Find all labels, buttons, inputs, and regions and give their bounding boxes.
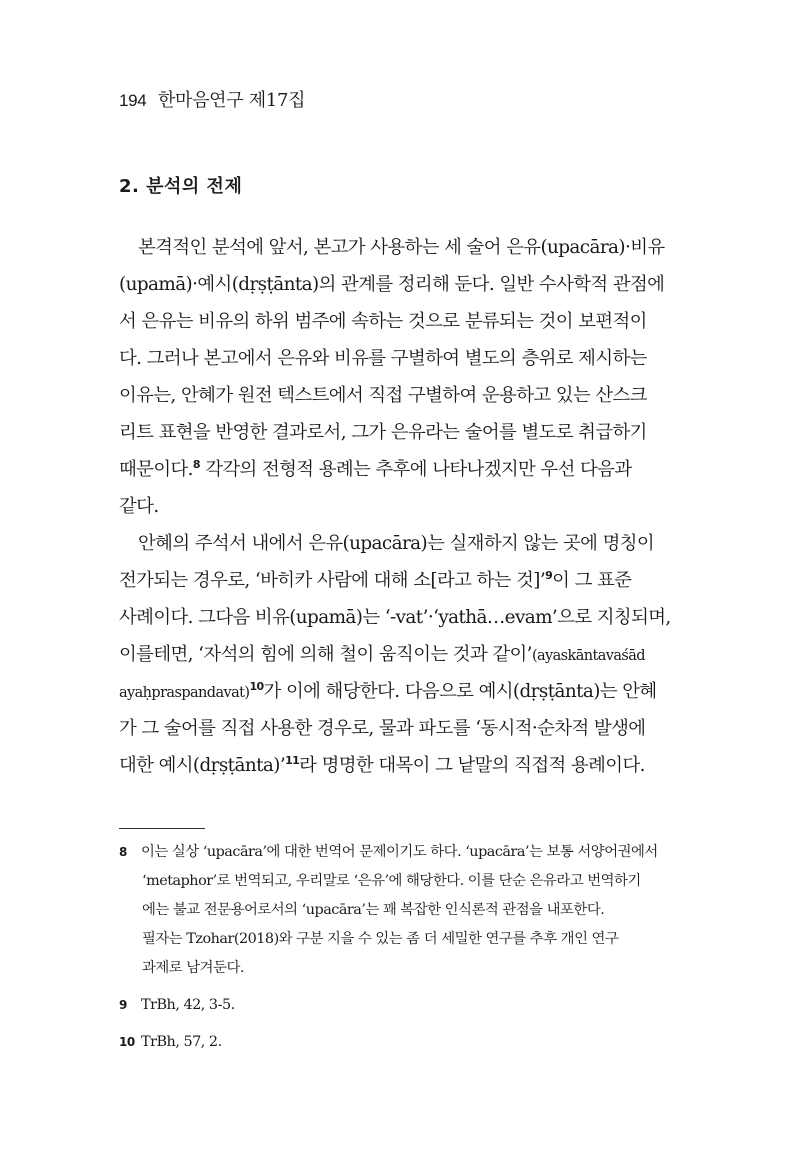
body-line: 같다.	[119, 496, 159, 517]
footnote-divider	[119, 828, 205, 829]
footnote-line	[119, 991, 685, 1020]
body-line: 안혜의 주석서 내에서 은유(upacāra)는 실재하지 않는 곳에 명칭이	[138, 533, 655, 554]
body-text-segment: 이를테면, ‘자석의 힘에 의해 철이 움직이는 것과 같이’	[119, 644, 532, 665]
body-line	[119, 451, 683, 488]
body-text-segment: 가 이에 해당한다. 다음으로 예시(dṛṣṭānta)는 안혜	[263, 681, 657, 702]
body-line: 다. 그러나 본고에서 은유와 비유를 구별하여 별도의 층위로 제시하는	[119, 348, 647, 369]
body-text-segment: 대한 예시(dṛṣṭānta)’	[119, 755, 286, 776]
body-text-segment: 라 명명한 대목이 그 낱말의 직접적 용례이다.	[299, 755, 645, 776]
page-number: 194	[119, 91, 147, 110]
body-text-segment: 때문이다.	[119, 459, 193, 480]
footnote-ref-8[interactable]: 8	[192, 457, 200, 471]
footnote-number: 9	[119, 998, 127, 1012]
body-line	[119, 673, 683, 710]
body-line: 본격적인 분석에 앞서, 본고가 사용하는 세 술어 은유(upacāra)·비유	[138, 237, 665, 258]
body-line	[119, 636, 683, 673]
footnote-line	[119, 1028, 685, 1057]
footnote-8	[119, 838, 685, 983]
footnote-number: 8	[119, 845, 127, 859]
footnote-9	[119, 991, 685, 1020]
body-text-segment: 이 그 표준	[552, 570, 632, 591]
body-text-segment: 각각의 전형적 용례는 추후에 나타나겠지만 우선 다음과	[199, 459, 632, 480]
body-line: 서 은유는 비유의 하위 범주에 속하는 것으로 분류되는 것이 보편적이	[119, 311, 647, 332]
footnote-line: 필자는 Tzohar(2018)와 구분 지을 수 있는 좀 더 세밀한 연구를 추후 개인 연구	[142, 931, 619, 947]
body-line	[119, 562, 683, 599]
body-text-segment: ayaḥpraspandavat)	[119, 685, 250, 701]
body-line: 리트 표현을 반영한 결과로서, 그가 은유라는 술어를 별도로 취급하기	[119, 422, 647, 443]
journal-title: 한마음연구 제17집	[157, 90, 306, 111]
body-text-segment: (ayaskāntavaśād	[531, 648, 645, 664]
body-line	[119, 747, 683, 784]
footnote-ref-10[interactable]: 10	[249, 679, 264, 693]
footnote-text: 이는 실상 ‘upacāra’에 대한 번역어 문제이기도 하다. ‘upacāra’는 보통 서양어권에서	[141, 844, 658, 860]
footnote-ref-9[interactable]: 9	[545, 568, 553, 582]
footnote-text: TrBh, 42, 3-5.	[141, 997, 235, 1013]
footnote-line	[119, 838, 685, 867]
body-text-segment: 전가되는 경우로, ‘바히카 사람에 대해 소[라고 하는 것]’	[119, 570, 546, 591]
footnote-line: 과제로 남겨둔다.	[142, 960, 244, 976]
footnote-line: 에는 불교 전문용어로서의 ‘upacāra’는 꽤 복잡한 인식론적 관점을 내포한다.	[142, 902, 605, 918]
footnote-ref-11[interactable]: 11	[285, 753, 300, 767]
footnote-10	[119, 1028, 685, 1057]
running-header	[119, 86, 305, 112]
section-title: 2. 분석의 전제	[119, 176, 243, 197]
footnote-line: ‘metaphor’로 번역되고, 우리말로 ‘은유’에 해당한다. 이를 단순 은유라고 번역하기	[142, 873, 641, 889]
body-text	[119, 229, 683, 784]
body-line: 이유는, 안혜가 원전 텍스트에서 직접 구별하여 운용하고 있는 산스크	[119, 385, 647, 406]
body-line: (upamā)·예시(dṛṣṭānta)의 관계를 정리해 둔다. 일반 수사학적 관점에	[119, 274, 665, 295]
body-line: 가 그 술어를 직접 사용한 경우로, 물과 파도를 ‘동시적·순차적 발생에	[119, 718, 646, 739]
footnote-text: TrBh, 57, 2.	[141, 1034, 222, 1050]
footnote-number: 10	[119, 1035, 135, 1049]
body-line: 사례이다. 그다음 비유(upamā)는 ‘-vat’·‘yathā…evam’으로 지칭되며,	[119, 607, 671, 628]
footnotes	[119, 838, 685, 1057]
